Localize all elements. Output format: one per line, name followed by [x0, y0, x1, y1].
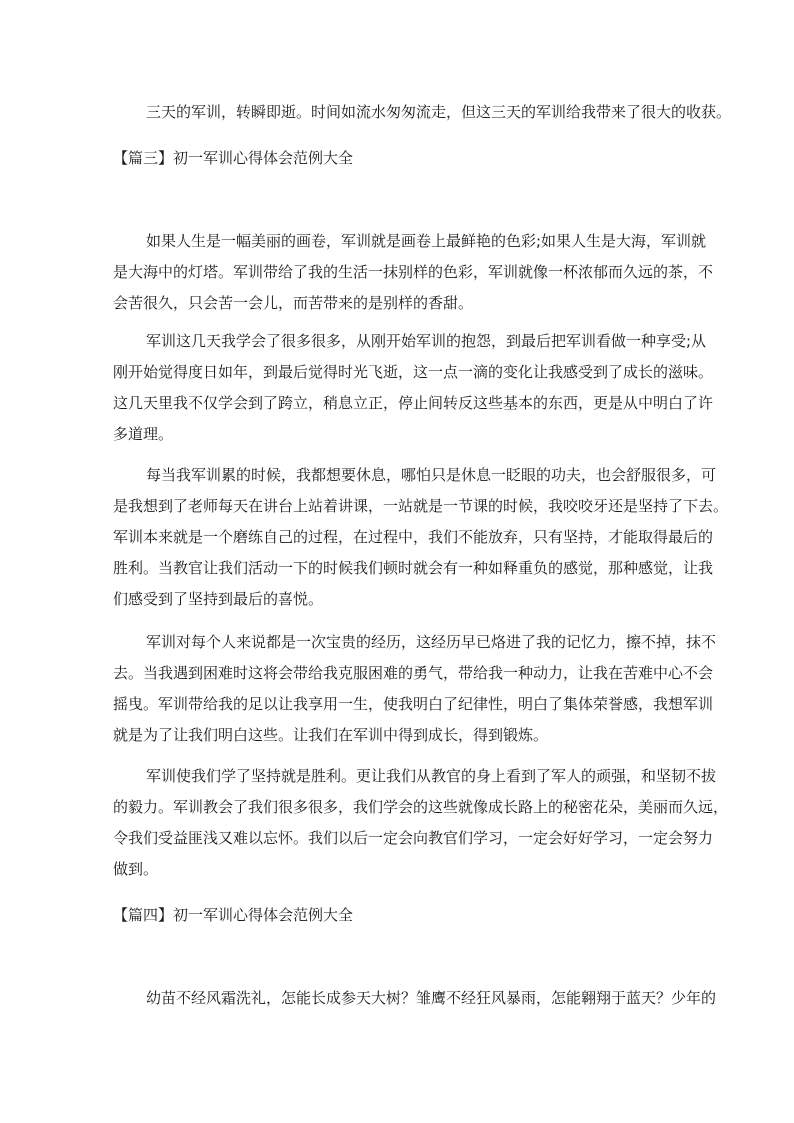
text-line: 做到。: [113, 860, 159, 878]
paragraph-1: [113, 226, 714, 319]
text-line: 是大海中的灯塔。军训带给了我的生活一抹别样的色彩，军训就像一杯浓郁而久远的茶，不: [113, 263, 714, 281]
paragraph-5: [113, 761, 729, 885]
text-line: 们感受到了坚持到最后的喜悦。: [113, 590, 324, 608]
paragraph-4: [113, 627, 717, 751]
text-line: 刚开始觉得度日如年，到最后觉得时光飞逝，这一点一滴的变化让我感受到了成长的滋味。: [113, 363, 714, 381]
text-line: 幼苗不经风霜洗礼，怎能长成参天大树？雏鹰不经狂风暴雨，怎能翱翔于蓝天？少年的: [146, 989, 717, 1007]
text-line: 胜利。当教官让我们活动一下的时候我们顿时就会有一种如释重负的感觉，那种感觉，让我: [113, 559, 714, 577]
text-line: 的毅力。军训教会了我们很多很多，我们学会的这些就像成长路上的秘密花朵，美丽而久远，: [113, 798, 729, 816]
text-line: 就是为了让我们明白这些。让我们在军训中得到成长，得到锻炼。: [113, 726, 549, 744]
text-line: 军训本来就是一个磨练自己的过程，在过程中，我们不能放弃，只有坚持，才能取得最后的: [113, 528, 714, 546]
text-line: 去。当我遇到困难时这将会带给我克服困难的勇气，带给我一种动力，让我在苦难中心不会: [113, 664, 714, 682]
text-line: 军训对每个人来说都是一次宝贵的经历，这经历早已烙进了我的记忆力，擦不掉，抹不: [146, 633, 717, 651]
paragraph-3: [113, 460, 729, 615]
text-line: 军训使我们学了坚持就是胜利。更让我们从教官的身上看到了军人的顽强，和坚韧不拔: [146, 767, 717, 785]
text-line: 摇曳。军训带给我的足以让我享用一生，使我明白了纪律性，明白了集体荣誉感，我想军训: [113, 695, 714, 713]
text-line: 是我想到了老师每天在讲台上站着讲课，一站就是一节课的时候，我咬咬牙还是坚持了下去。: [113, 497, 729, 515]
text-line: 如果人生是一幅美丽的画卷，军训就是画卷上最鲜艳的色彩;如果人生是大海，军训就: [146, 232, 707, 250]
text-line: 军训这几天我学会了很多很多，从刚开始军训的抱怨，到最后把军训看做一种享受;从: [146, 332, 707, 350]
text-line: 每当我军训累的时候，我都想要休息，哪怕只是休息一眨眼的功夫，也会舒服很多，可: [146, 466, 717, 484]
text-line: 这几天里我不仅学会到了跨立，稍息立正，停止间转反这些基本的东西，更是从中明白了许: [113, 394, 714, 412]
paragraph-6: [113, 983, 717, 1014]
section-heading-4: 【篇四】初一军训心得体会范例大全: [113, 906, 354, 924]
paragraph-intro: [113, 100, 732, 124]
section-heading-3: 【篇三】初一军训心得体会范例大全: [113, 149, 354, 167]
text-line: 三天的军训，转瞬即逝。时间如流水匆匆流走，但这三天的军训给我带来了很大的收获。: [146, 103, 732, 121]
text-line: 令我们受益匪浅又难以忘怀。我们以后一定会向教官们学习，一定会好好学习，一定会努力: [113, 829, 714, 847]
text-line: 多道理。: [113, 425, 174, 443]
text-line: 会苦很久，只会苦一会儿，而苦带来的是别样的香甜。: [113, 294, 474, 312]
paragraph-2: [113, 326, 714, 450]
